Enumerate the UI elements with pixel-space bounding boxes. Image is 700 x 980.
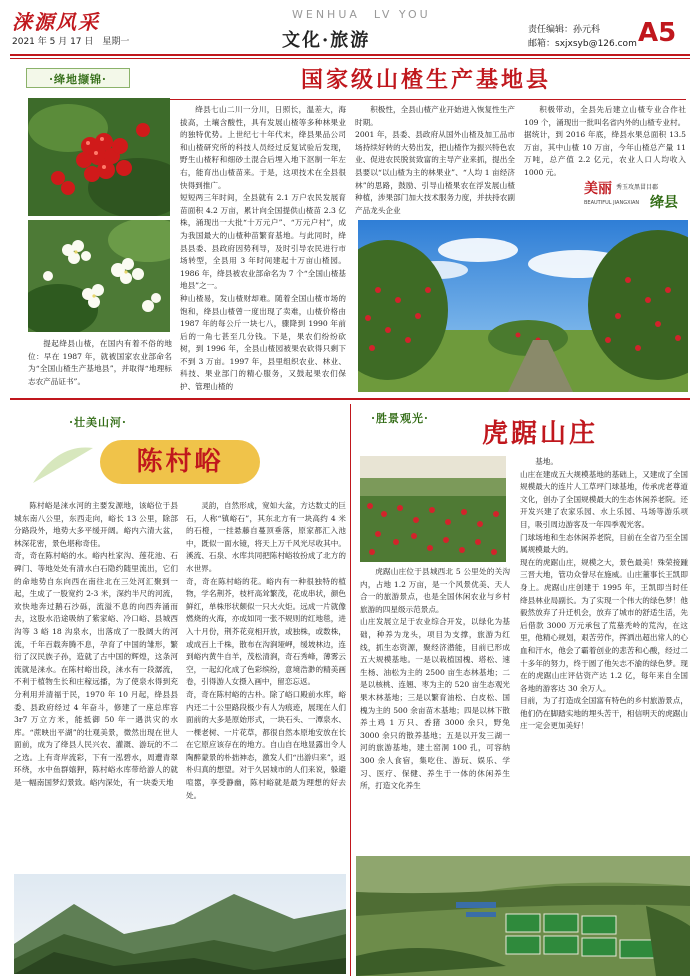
hujushanzhuang-title-box xyxy=(440,414,640,454)
top-article-col2 xyxy=(355,104,515,214)
editor-email: 邮箱：sxjxsyb@126.com xyxy=(528,39,637,49)
chencunyu-col1-text: 陈村峪是涞水河的主要发源地，该峪位于县城东南八公里，东西走向，峪长 13 公里，除部分路段外，地势大多平缓开阔。峪内六清大盆，林深花密，景色堪称奇佳。 奇，奇在陈村峪的水。峪内杜家沟、莲花池、石碑门、等地处处有清水白石隐约随里流出，它们的命地势自东向西在南往北在三处河汇聚到一起，生成了一股宽约 2-3 米，深约半尺的河流，欢快地奔过鹅石沙砾，流溢不息的向西奔涌而去，这股水沿途吸纳了紫家峪、冷口峪、县城西沟等 3 峪 18 沟泉水，出落成了一股阔大的河流，千年百载奔腾不息，孕育了中国的雏形，繁衍了汉民族子孙，造就了古中国的辉煌，这条河流就是涞水。在陈村峪出段，涞水有一段潺流，不利于植物生长和庄稼远播，为了使泉水得到充分利用并清福于民，1970 年 10 月起，绛县县委、县政府经过 4 年奋斗，修建了一座总库容 3r7 万立方米，能抵御 50 年一遇洪灾的水库。“蔗映出平湖”的壮观美景，微然出现在世人面前，成为了绛县人民兴农、灌溉、游玩的不二之选。上有奇岸流彩，下有一泓碧水，周遭青翠环绕，水中鱼群嬉狎，陈村峪水库带给游人的就是一幅南国梦幻景致。峪内深处，有一块委天地 xyxy=(14,501,178,788)
logo-county-text: 绛县 xyxy=(650,195,678,211)
masthead-logo: 涞源风采 xyxy=(12,10,100,34)
issue-date: 2021 年 5 月 17 日 星期一 xyxy=(12,37,130,47)
chencunyu-title: 陈村峪 xyxy=(136,447,224,477)
resort-aerial-photo xyxy=(356,856,690,976)
top-article-title: 国家级山楂生产基地县 xyxy=(300,67,551,93)
mountain-valley-photo xyxy=(14,874,346,974)
bottom-right-tag: ·胜景观光· xyxy=(371,412,429,425)
hawthorn-fruit-illustration xyxy=(28,98,170,216)
leaf-decoration-icon xyxy=(28,438,98,488)
hujushanzhuang-intro-text: 虎踞山庄位于县城西北 5 公里处的关沟内，占地 1.2 万亩，是一个风景优美、天人合一的旅游景点，也是全国休闲农业与乡村旅游的四星级示范景点。 山庄发展立足于农业综合开发，以绿化为基础，种养为龙头，项目为支撑，旅游为红线，抓生态资源，聚经济潜能，目前已形成五大规模基地。一是以栽植国槐、塔松、速生杨、油松为主的 2500 亩生态林基地；二是以核桃、连翘、枣为主的 520 亩生态观光果木林基地；三是以繁育油松、白皮松、国槐为主的 500 余亩苗木基地；四是以林下散养土鸡 1 万只、香猪 3000 余只，野兔 3000 余只的散养基地；五是以开发三湖一河的旅游基地，建土窑洞 100 孔，可容纳 300 余人食宿，集吃住、游玩、娱乐、学习、医疗、保健、养生于一体的休闲养生所，打造文化养生 xyxy=(360,567,510,791)
top-section-tag-box xyxy=(26,68,130,88)
hawthorn-fruit-photo xyxy=(28,98,170,216)
section-divider xyxy=(10,398,690,400)
hawthorn-blossom-illustration xyxy=(28,220,170,332)
resort-aerial-illustration xyxy=(356,856,690,976)
hawthorn-orchard-photo xyxy=(358,220,688,392)
bottom-right-tag-box xyxy=(360,408,440,426)
hawthorn-blossom-photo xyxy=(28,220,170,332)
logo-small-text: 秀玉攻黑冒目郡 xyxy=(616,184,659,191)
chencunyu-title-banner xyxy=(100,440,260,484)
logo-english-text: BEAUTIFUL JIANGXIAN xyxy=(584,200,640,206)
hujushanzhuang-col xyxy=(520,456,688,854)
farm-field-photo xyxy=(360,456,506,562)
section-pinyin: WENHUA LV YOU xyxy=(292,8,431,21)
header-rule-thin xyxy=(10,58,690,59)
top-photo-caption: 提起绛县山楂，在国内有着不俗的地位：早在 1987 年，就被国家农业部命名为“全国山楂生产基地县”，并取得“地理标志农产品证书”。 xyxy=(28,339,172,386)
header-rule xyxy=(10,54,690,56)
top-title-bar xyxy=(166,62,686,100)
mountain-valley-illustration xyxy=(14,874,346,974)
editor-credit: 责任编辑：孙元科 xyxy=(528,25,601,35)
bottom-left-tag-box xyxy=(58,412,138,430)
chencunyu-col1 xyxy=(14,500,178,870)
hujushanzhuang-title: 虎踞山庄 xyxy=(481,419,598,449)
top-article-col1-text: 绛县七山二川一分川，日照长，温差大，海拔高，土壤含酸性，具有发展山楂等多种林果业的独特优势。上世纪七十年代末，绛县果品公司和山楂研究所的科技人员经过反复试验后发现，野生山楂籽和细砂土混合后埋入地下沤制一年左右，能育出山楂苗来。于是，这项技术在全县很快得到推广。 短短两三年时间，全县就有 2.1 万户农民发展育苗面积 4.2 万亩，累计向全国提供山楂苗 2.3 亿株，涌现出一大批“十万元户”、“万元户村”，成为我国最大的山楂种苗繁育基地。与此同时，绛县县委、县政府因势利导，及时引导农民进行市场转型，全县用 3 年时间建起十万亩山楂园。1986 年，绛县被农业部命名为 7 个“全国山楂基地县”之一。 种山楂易，发山楂财却难。随着全国山楂市场的饱和，绛县山楂曾一度出现了卖难，山楂价格由 1987 年的每公斤一块七八，骤降到 1990 年前后的一角七甚至几分钱。下是，果农们纷纷砍树，到 1996 年，全县山楂园被果农砍得只剩下不到 3 万亩。1997 年，县里组织农业、林业、科技、果业部门的精心服务，又鼓起果农们保护、管理山楂的 xyxy=(180,105,346,392)
top-article-col2-text: 积极性，全县山楂产业开始进入恢复性生产时期。 2001 年，县委、县政府从国外山楂及加工品市场持续好转的大势出发，把山楂作为振兴特色农业、促进农民脱贫致富的主导产业来抓，提出全县要以“以山楂为主的林果业”、“人均 1 亩经济林”的思路，鼓励、引导山楂果农在浮发展山楂种植，涉果部门加大技术服务力度，并扶持农副产品龙头企业 xyxy=(355,105,515,214)
section-title: 文化·旅游 xyxy=(282,30,371,51)
bottom-left-tag: ·壮美山河· xyxy=(69,416,127,429)
top-article-col3-text: 积极带动，全县先后建立山楂专业合作社 109 个，涌现出一批叫名省内外的山楂专业村。 据统计，到 2016 年底，绛县水果总面积 13.5 万亩，其中山楂 10 万亩，今年山楂总产量 11 万吨，总产值 2.2 亿元，农业人口人均收入 1000 元。 xyxy=(524,105,686,177)
top-section-tag: ·绛地撷锦· xyxy=(49,73,107,86)
farm-field-illustration xyxy=(360,456,506,562)
chencunyu-col2 xyxy=(186,500,346,870)
hujushanzhuang-col-text: 基地。 山庄在建成五大规模基地的基础上，又建成了全国规模最大的连片人工草坪门球基地，传承虎老尊道文化，创办了全国规模最大的生态休闲养老院。还开发兴建了农家乐园、水上乐园、马场等游乐项目，吸引周边游客及一年四季观光客。 门球场地和生态休闲养老院，目前在全省乃至全国属规模最大的。 现在的虎踞山庄，规模之大，景色最美！殊荣接踵三晋大地，管功众誉尽在施威。山庄董事长王凯即身上。虎踞山庄创建于 1995 年，王凯即当时任绛县林业局副长。为了实现一个伟大的绿色梦！他毅然放弃了升迁机会，放弃了城市的舒适生活，先后借款 3000 万元承包了荒墓秃岭的荒沟，在这里，他精心规划，艰苦劳作，挥洒出超出常人的心血和汗水，他会了霸着创业的悲苦和心酸，经过二十多年的努力，终于圆了他矢志不渝的绿色梦。现在的虎踞山庄评估资产达 1.2 亿，每年来自全国各地的游客达 30 余万人。 目前，为了打造成全国富有特色的乡村旅游景点，他们仍在脚踏实地的埋头苦干，相信明天的虎踞山庄一定会更加美好！ xyxy=(520,457,688,731)
top-article-col1 xyxy=(180,104,346,392)
beautiful-jiangxian-logo xyxy=(584,178,690,214)
orchard-landscape-illustration xyxy=(358,220,688,392)
logo-main-text: 美丽 xyxy=(584,181,612,197)
chencunyu-col2-text: 灵韵，自然形成，宽如大盆，方达数丈的巨石，人称“镇峪石”，其东北方有一块高约 4 米的石橙，一挂悬藤自蔓顶垂落，原家都汇入池中，既似一面水镜，将天上万千风光尽收其中。溪流、石泉、水库共同把陈村峪妆扮成了北方的水世界。 奇，奇在陈村峪的花。峪内有一种很独特的植物，学名荆芥，枝杆高耸繁茂，花成串状，颜色鲜红，单株形状颇似一只大火炬。远成一片就像燃烧的火海，亦成如同一张不规则的红地毯，进入十月份，荆芥花竞相开放，或独株，或数株，或成百上千株，散布在沟涧垭岬，缓坡林边，连到峪内黄牛自羊，茂松清涧，奇石秀峰，薄雾云空，一起幻化成了色彩缤纷，意境浩渺的精美画卷，引得游人女摄入画中，留恋忘返。 奇，奇在陈村峪的古朴。除了峪口殿前水库，峪内还二十公里路段极少有人为痕迹，展现在人们面前的大多是原始形式，一块石头、一潭泉水、一棵老树、一片花草，都很自然本原地安放在长在它原应该存在的地方。自山自在地显露出令人陶醉蒙景的朴拙神态，激发人们“出游归来”，返朴归真的想望。对于久居城市的人们来说，躲避喧嚣，享受静幽，陈村峪就是最为理想的好去处。 xyxy=(186,501,346,800)
page-number: A5 xyxy=(638,18,677,48)
column-divider xyxy=(350,404,351,976)
hujushanzhuang-intro xyxy=(360,566,510,854)
